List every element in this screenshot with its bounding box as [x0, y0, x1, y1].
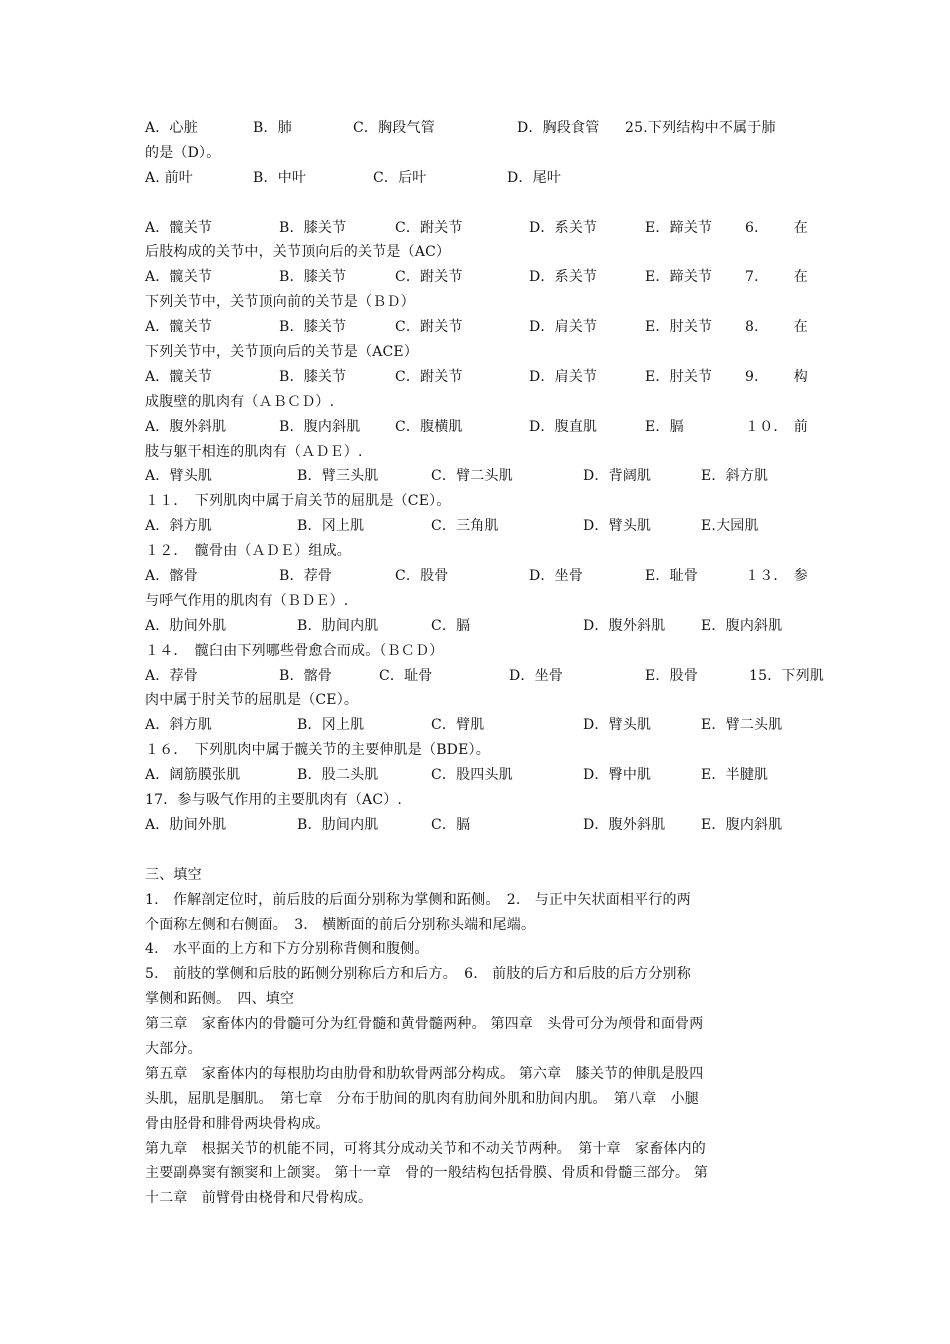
text-line: [145, 141, 808, 166]
text-line: [145, 290, 808, 315]
line-text: １２． 髋骨由（ＡＤＥ）组成。: [145, 543, 351, 560]
text-line: [145, 589, 808, 614]
line-text: 下列关节中，关节顶向后的关节是（ACE）: [145, 344, 419, 361]
line-text: 成腹壁的肌肉有（ＡＢＣＤ）.: [145, 393, 335, 410]
option-text: B．股二头肌: [297, 767, 379, 784]
option-text: D．系关节: [529, 219, 598, 236]
text-line: [145, 937, 808, 962]
line-text: 1. 作解剖定位时，前后肢的后面分别称为掌侧和跖侧。 2. 与正中矢状面相平行的两: [145, 891, 691, 908]
option-text: 15．下列肌: [749, 667, 825, 684]
line-text: 个面称左侧和右侧面。 3. 横断面的前后分别称头端和尾端。: [145, 916, 536, 933]
text-line: [145, 365, 808, 390]
option-text: B．肋间内肌: [297, 816, 379, 833]
option-text: E．肘关节: [645, 368, 713, 385]
line-text: １１． 下列肌肉中属于肩关节的屈肌是（CE）。: [145, 493, 451, 510]
option-text: E．肘关节: [645, 319, 713, 336]
option-text: D．臂头肌: [583, 518, 652, 535]
option-text: C．跗关节: [395, 219, 463, 236]
option-text: C．臂二头肌: [431, 468, 513, 485]
text-line: [145, 390, 808, 415]
option-text: C．耻骨: [379, 667, 433, 684]
option-text: B．肺: [253, 120, 292, 136]
option-text: B．中叶: [253, 169, 307, 186]
option-text: 9．: [745, 368, 769, 385]
text-line: [145, 315, 808, 340]
text-line: [145, 1112, 808, 1137]
option-text: D．坐骨: [509, 667, 564, 684]
option-text: C．股四头肌: [431, 767, 513, 784]
text-line: [145, 1161, 808, 1186]
option-text: A．髋关节: [145, 219, 213, 236]
option-text: D．肩关节: [529, 319, 598, 336]
option-text: D．肩关节: [529, 368, 598, 385]
line-text: 与呼气作用的肌肉有（ＢＤＥ）.: [145, 592, 349, 609]
option-text: D．腹直肌: [529, 418, 598, 435]
option-text: D．背阔肌: [583, 468, 652, 485]
option-text: 7．: [745, 269, 769, 286]
text-line: [145, 1037, 808, 1062]
option-text: 参: [793, 568, 808, 585]
line-text: 骨由胫骨和腓骨两块骨构成。: [145, 1115, 330, 1132]
line-text: 下列关节中，关节顶向前的关节是（ＢＤ）: [145, 294, 415, 311]
text-line: [145, 440, 808, 465]
option-text: A．髋关节: [145, 319, 213, 336]
option-text: E．臂二头肌: [701, 717, 783, 734]
text-line: [145, 614, 808, 639]
option-text: B．冈上肌: [297, 518, 365, 535]
text-line: [145, 1087, 808, 1112]
option-text: B．冈上肌: [297, 717, 365, 734]
option-text: １３．: [745, 568, 788, 585]
text-line: [145, 539, 808, 564]
option-text: E．腹内斜肌: [701, 617, 783, 634]
option-text: C．跗关节: [395, 319, 463, 336]
option-text: D．臀中肌: [583, 767, 652, 784]
line-text: １６． 下列肌肉中属于髋关节的主要伸肌是（BDE）。: [145, 742, 490, 759]
text-line: [145, 489, 808, 514]
option-text: A．髋关节: [145, 368, 213, 385]
option-text: C．腹横肌: [395, 418, 463, 435]
line-text: 17．参与吸气作用的主要肌肉有（AC）.: [145, 792, 403, 809]
text-line: [145, 240, 808, 265]
option-text: 构: [793, 368, 808, 385]
text-line: [145, 166, 808, 191]
text-line: [145, 1062, 808, 1087]
option-text: A．斜方肌: [145, 518, 213, 535]
text-line: [145, 464, 808, 489]
text-line: [145, 639, 808, 664]
option-text: C．三角肌: [431, 518, 499, 535]
option-text: 在: [793, 219, 808, 236]
option-text: E．斜方肌: [701, 468, 769, 485]
line-text: 第五章 家畜体内的每根肋均由肋骨和肋软骨两部分构成。 第六章 膝关节的伸肌是股四: [145, 1065, 704, 1082]
option-text: D．腹外斜肌: [583, 816, 666, 833]
text-line: [145, 913, 808, 938]
text-line: [145, 415, 808, 440]
line-text: 主要副鼻窦有额窦和上颌窦。 第十一章 骨的一般结构包括骨膜、骨质和骨髓三部分。 第: [145, 1165, 709, 1182]
option-text: A．荐骨: [145, 667, 198, 684]
document-page: [145, 116, 825, 1211]
option-text: E．膈: [645, 418, 684, 435]
text-line: [145, 564, 808, 589]
line-text: 肢与躯干相连的肌肉有（ＡＤＥ）.: [145, 443, 363, 460]
option-text: １０．: [745, 418, 788, 435]
line-text: １４． 髋臼由下列哪些骨愈合而成。（ＢＣＤ）: [145, 642, 444, 659]
option-text: E．半腱肌: [701, 767, 769, 784]
option-text: A．臂头肌: [145, 468, 213, 485]
option-text: C．膈: [431, 816, 471, 833]
text-line: [145, 1012, 808, 1037]
line-text: 大部分。: [145, 1040, 202, 1057]
option-text: C．股骨: [395, 568, 449, 585]
option-text: B．膝关节: [279, 219, 347, 236]
option-text: C．胸段气管: [353, 120, 435, 136]
option-text: 在: [793, 319, 808, 336]
text-line: [145, 664, 825, 689]
option-text: E．蹄关节: [645, 219, 713, 236]
option-text: 前: [793, 418, 808, 435]
option-text: D．尾叶: [507, 169, 562, 186]
option-text: A．髋关节: [145, 269, 213, 286]
line-text: 掌侧和跖侧。 四、填空: [145, 991, 295, 1008]
text-line: [145, 116, 808, 141]
option-text: A. 前叶: [145, 169, 194, 186]
text-line: [145, 763, 808, 788]
option-text: E．蹄关节: [645, 269, 713, 286]
text-line: [145, 863, 808, 888]
text-line: [145, 340, 808, 365]
text-line: [145, 688, 808, 713]
option-text: C．膈: [431, 617, 471, 634]
text-line: [145, 713, 808, 738]
option-text: D．腹外斜肌: [583, 617, 666, 634]
option-text: C．后叶: [373, 169, 427, 186]
option-text: C．跗关节: [395, 269, 463, 286]
option-text: A．髂骨: [145, 568, 198, 585]
line-text: 十二章 前臂骨由桡骨和尺骨构成。: [145, 1190, 373, 1207]
option-text: 在: [793, 269, 808, 286]
option-text: B．荐骨: [279, 568, 333, 585]
option-text: D．系关节: [529, 269, 598, 286]
option-text: A．阔筋膜张肌: [145, 767, 241, 784]
option-text: D．胸段食管: [517, 120, 600, 136]
option-text: D．臂头肌: [583, 717, 652, 734]
option-text: D．坐骨: [529, 568, 584, 585]
text-line: [145, 514, 808, 539]
option-text: 8．: [745, 319, 769, 336]
text-line: [145, 962, 808, 987]
option-text: 6．: [745, 219, 769, 236]
option-text: B．臂三头肌: [297, 468, 379, 485]
text-line: [145, 987, 808, 1012]
blank-line: [145, 838, 808, 863]
option-text: A．腹外斜肌: [145, 418, 227, 435]
line-text: 第三章 家畜体内的骨髓可分为红骨髓和黄骨髓两种。 第四章 头骨可分为颅骨和面骨两: [145, 1016, 704, 1033]
option-text: 25.下列结构中不属于肺: [625, 120, 776, 136]
text-line: [145, 1186, 808, 1211]
option-text: C．臂肌: [431, 717, 485, 734]
text-line: [145, 788, 808, 813]
option-text: B．腹内斜肌: [279, 418, 361, 435]
line-text: 肉中属于肘关节的屈肌是（CE）。: [145, 692, 359, 709]
line-text: 的是（D）。: [145, 144, 221, 161]
line-text: 第九章 根据关节的机能不同，可将其分成动关节和不动关节两种。 第十章 家畜体内的: [145, 1140, 706, 1157]
text-line: [145, 813, 808, 838]
line-text: 三、填空: [145, 866, 202, 883]
text-line: [145, 216, 808, 241]
option-text: A．肋间外肌: [145, 816, 227, 833]
text-line: [145, 888, 808, 913]
option-text: B．膝关节: [279, 319, 347, 336]
option-text: E.大园肌: [701, 518, 759, 535]
option-text: B．肋间内肌: [297, 617, 379, 634]
text-line: [145, 1137, 808, 1162]
option-text: C．跗关节: [395, 368, 463, 385]
text-line: [145, 265, 808, 290]
option-text: B．髂骨: [279, 667, 333, 684]
option-text: B．膝关节: [279, 368, 347, 385]
line-text: 5. 前肢的掌侧和后肢的跖侧分别称后方和后方。 6. 前肢的后方和后肢的后方分别称: [145, 966, 691, 983]
line-text: 头肌，屈肌是腘肌。 第七章 分布于肋间的肌肉有肋间外肌和肋间内肌。 第八章 小腿: [145, 1090, 699, 1107]
blank-line: [145, 191, 808, 216]
option-text: A．斜方肌: [145, 717, 213, 734]
text-line: [145, 738, 808, 763]
option-text: A．心脏: [145, 120, 198, 136]
line-text: 4. 水平面的上方和下方分别称背侧和腹侧。: [145, 941, 429, 958]
option-text: A．肋间外肌: [145, 617, 227, 634]
option-text: E．股骨: [645, 667, 699, 684]
option-text: E．耻骨: [645, 568, 699, 585]
option-text: E．腹内斜肌: [701, 816, 783, 833]
line-text: 后肢构成的关节中，关节顶向后的关节是（AC）: [145, 244, 451, 261]
option-text: B．膝关节: [279, 269, 347, 286]
